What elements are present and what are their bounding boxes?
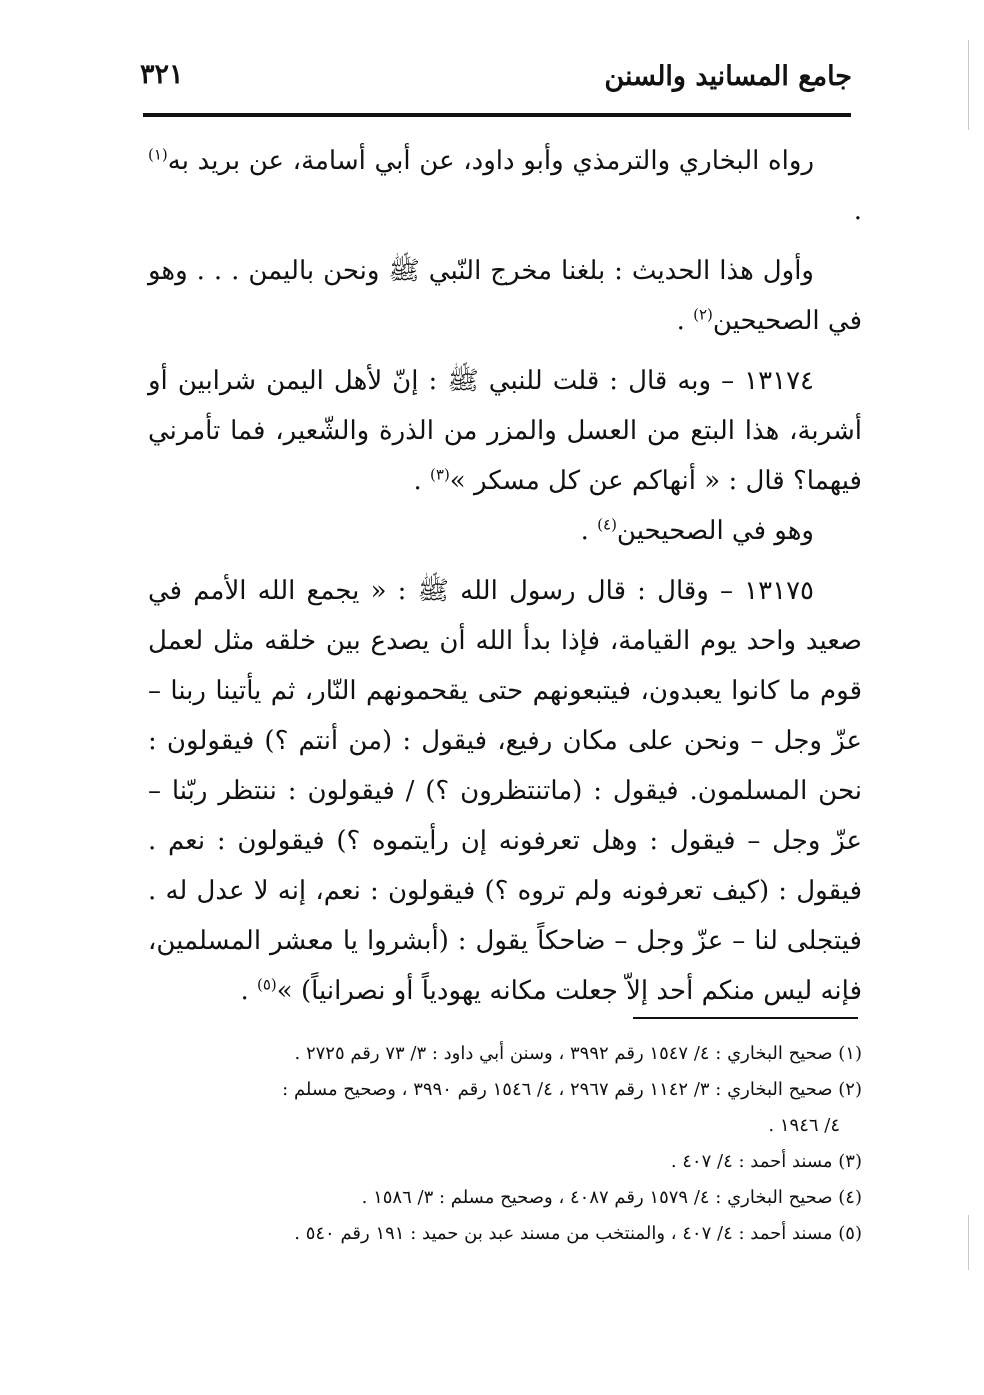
footnote-ref: (٢) (693, 305, 713, 324)
page-number: ٣٢١ (140, 59, 184, 90)
page-edge-mark (968, 40, 969, 130)
footnote: (١) صحيح البخاري : ٤/ ١٥٤٧ رقم ٣٩٩٢ ، وسنن أبي داود : ٣/ ٧٣ رقم ٢٧٢٥ . (294, 1043, 862, 1064)
text-run: . (676, 306, 694, 336)
footnote: (٤) صحيح البخاري : ٤/ ١٥٧٩ رقم ٤٠٨٧ ، وصحيح مسلم : ٣/ ١٥٨٦ . (361, 1187, 862, 1208)
footnote: (٣) مسند أحمد : ٤/ ٤٠٧ . (670, 1151, 862, 1172)
text-run: . (580, 516, 598, 546)
text-run: . (413, 466, 431, 496)
text-run: . (853, 196, 862, 226)
text-run: وهو في الصحيحين (616, 516, 814, 546)
footnote-rule (633, 1017, 858, 1019)
header-rule (143, 113, 851, 117)
text-run: ١٣١٧٤ – وبه قال : قلت للنبي ﷺ : إنّ لأهل اليمن شرابين أو أشربة، هذا البتع من العسل والمزر من الذرة والشّعير، فما تأمرني فيهما؟ قال : « أنهاكم عن كل مسكر » (148, 366, 862, 496)
paragraph (148, 566, 862, 1016)
paragraph (148, 356, 862, 506)
footnote: (٢) صحيح البخاري : ٣/ ١١٤٢ رقم ٢٩٦٧ ، ٤/ ١٥٤٦ رقم ٣٩٩٠ ، وصحيح مسلم : (282, 1079, 862, 1100)
text-run: . (240, 976, 257, 1006)
running-header (140, 55, 852, 107)
paragraph (148, 506, 862, 556)
main-text (148, 136, 862, 1016)
footnote-ref: (١) (148, 145, 168, 164)
page-edge-mark (968, 1215, 969, 1270)
text-run: ١٣١٧٥ – وقال : قال رسول الله ﷺ : « يجمع الله الأمم في صعيد واحد يوم القيامة، فإذا بدأ الله أن يصدع بين خلقه مثل لعمل قوم ما كانوا يعبدون، فيتبعونهم حتى يقحمونهم النّار، ثم يأتينا ربنا – عزّ وجل – ونحن على مكان رفيع، فيقول : (من أنتم ؟) فيقولون : نحن المسلمون. فيقول : (ماتنتظرون ؟) / فيقولون : ننتظر ربّنا – عزّ وجل – فيقول : وهل تعرفونه إن رأيتموه ؟) فيقولون : نعم . فيقول : (كيف تعرفونه ولم تروه ؟) فيقولون : نعم، إنه لا عدل له . فيتجلى لنا – عزّ وجل – ضاحكاً يقول : (أبشروا يا معشر المسلمين، فإنه ليس منكم أحد إلاّ جعلت مكانه يهودياً أو نصرانياً) » (148, 576, 862, 1006)
book-title: جامع المسانيد والسنن (604, 61, 852, 92)
text-run: وأول هذا الحديث : بلغنا مخرج النّبي ﷺ ونحن باليمن . . . وهو في الصحيحين (148, 256, 862, 336)
footnote-continuation: ٤/ ١٩٤٦ . (768, 1115, 840, 1136)
footnote-ref: (٥) (256, 975, 277, 994)
footnote-ref: (٤) (597, 515, 617, 534)
footnote: (٥) مسند أحمد : ٤/ ٤٠٧ ، والمنتخب من مسند عبد بن حميد : ١٩١ رقم ٥٤٠ . (294, 1223, 862, 1244)
footnote-ref: (٣) (430, 465, 450, 484)
text-run: رواه البخاري والترمذي وأبو داود، عن أبي أسامة، عن بريد به (167, 146, 814, 176)
paragraph (148, 136, 862, 236)
footnotes (148, 1036, 862, 1252)
paragraph (148, 246, 862, 346)
